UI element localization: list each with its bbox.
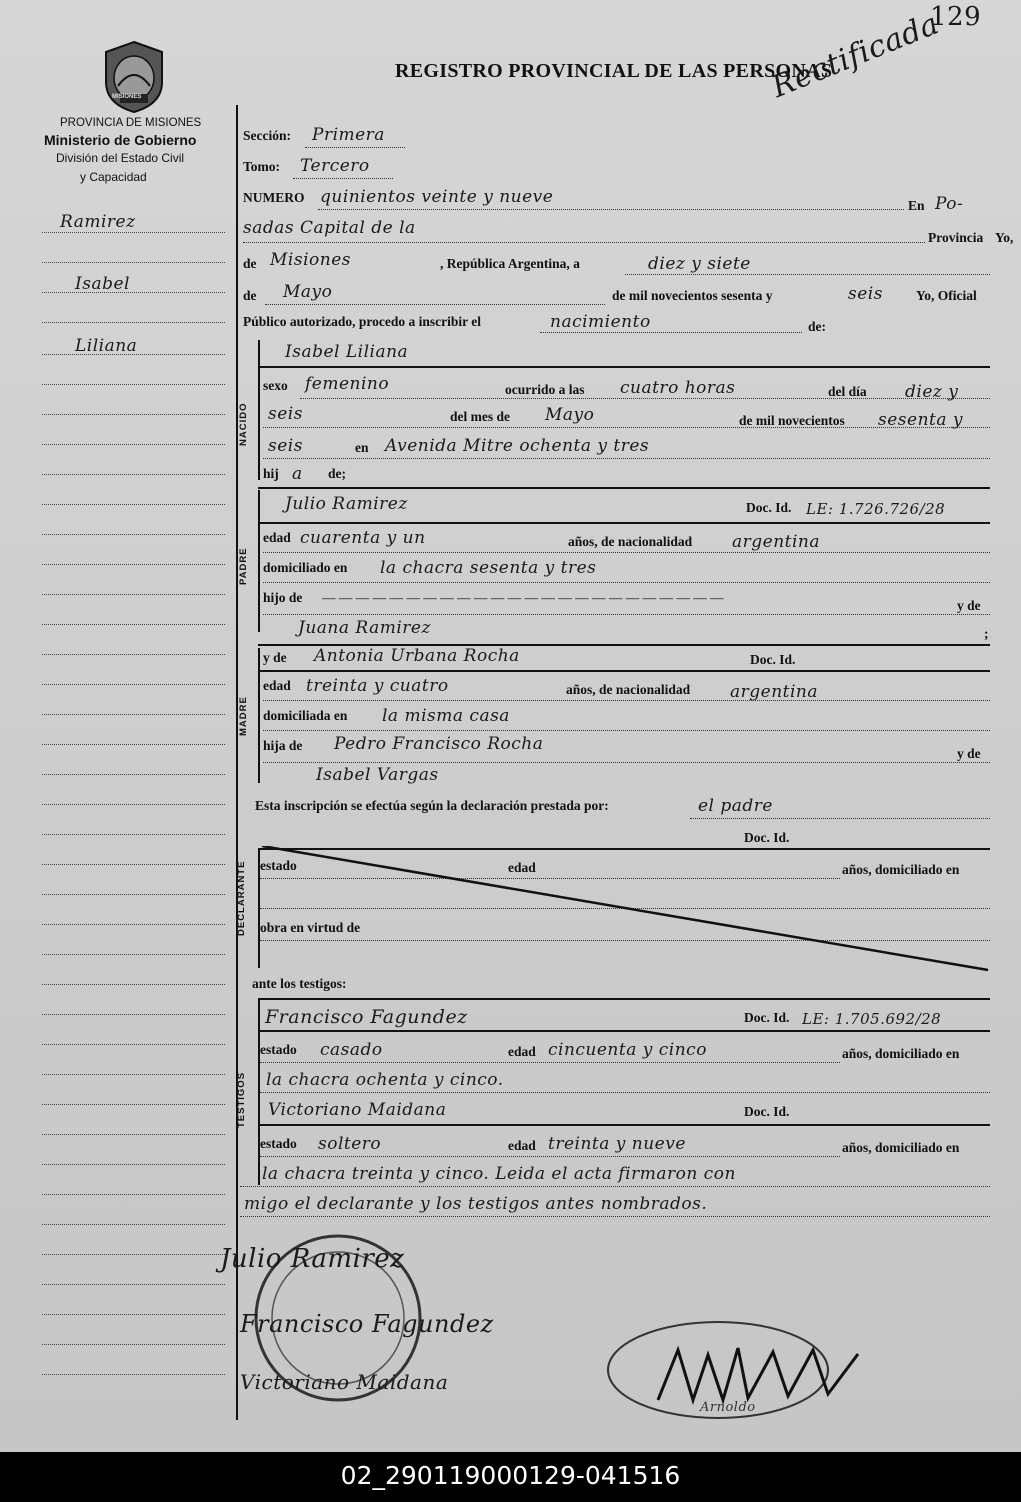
numero-value: quinientos veinte y nueve (320, 187, 554, 207)
declaracion-value: el padre (698, 796, 773, 816)
testigo2-doc-label: Doc. Id. (744, 1104, 790, 1119)
margin-surname: Ramirez (60, 212, 136, 232)
padre-yde-label: y de (957, 598, 981, 613)
testigo1-estado-value: casado (320, 1040, 383, 1060)
madre-section-label: MADRE (238, 696, 249, 736)
testigo1-dom-value: la chacra ochenta y cinco. (266, 1070, 504, 1090)
padre-doc-label: Doc. Id. (746, 500, 792, 515)
madre-edad-value: treinta y cuatro (306, 676, 449, 696)
margin-second-name: Liliana (75, 336, 138, 356)
madre-doc-label: Doc. Id. (750, 652, 796, 667)
division-label-2: y Capacidad (80, 170, 147, 184)
de-label: de (243, 256, 257, 271)
page-title: REGISTRO PROVINCIAL DE LAS PERSONAS (395, 60, 833, 82)
padre-nac-label: años, de nacionalidad (568, 534, 693, 549)
padre-hijo-value: — — — — — — — — — — — — — — — — — — — — — — — — (322, 590, 724, 605)
madre-rule (258, 648, 260, 783)
oficial-name: Arnoldo (700, 1400, 756, 1415)
madre-hija-label: hija de (263, 738, 303, 753)
nacido-rule (258, 340, 260, 480)
province-label: PROVINCIA DE MISIONES (60, 117, 202, 129)
en-label: En (908, 198, 925, 213)
division-label: División del Estado Civil (56, 151, 185, 165)
testigo1-doc-value: LE: 1.705.692/28 (802, 1010, 942, 1028)
mes-value: Mayo (283, 282, 333, 302)
nacido-section-label: NACIDO (238, 402, 249, 446)
testigo2-estado-value: soltero (318, 1134, 382, 1154)
de-label-2: de; (328, 466, 346, 481)
testigos-section-label: TESTIGOS (236, 1071, 247, 1128)
padre-edad-label: edad (263, 530, 291, 545)
hora-value: cuatro horas (620, 378, 736, 398)
padre-edad-value: cuarenta y un (300, 528, 426, 548)
en-value: Po- (935, 194, 964, 214)
lugar-value: Avenida Mitre ochenta y tres (385, 436, 650, 456)
tomo-value: Tercero (300, 156, 370, 176)
hijo-label: hij (263, 466, 279, 481)
anio-value: seis (848, 284, 883, 304)
sexo-value: femenino (305, 374, 390, 394)
republica-label: , República Argentina, a (440, 256, 580, 271)
testigo1-estado-label: estado (260, 1042, 297, 1057)
testigo2-estado-label: estado (260, 1136, 297, 1151)
padre-hijo-label: hijo de (263, 590, 303, 605)
madre-hija-value: Pedro Francisco Rocha (334, 734, 544, 754)
en-label-2: en (355, 440, 369, 455)
ocurrido-label: ocurrido a las (505, 382, 585, 397)
dia-label: del día (828, 384, 867, 399)
place-value: sadas Capital de la (243, 218, 416, 238)
madre-dom-value: la misma casa (382, 706, 510, 726)
ministry-label: Ministerio de Gobierno (44, 132, 197, 148)
madre-yde2-label: y de (957, 746, 981, 761)
dia-value: diez y (905, 382, 959, 402)
seccion-label: Sección: (243, 128, 291, 143)
oficial-label: Yo, Oficial (916, 288, 977, 303)
firma-padre: Julio Ramirez (220, 1244, 405, 1274)
madre-nac-label: años, de nacionalidad (566, 682, 691, 697)
padre-doc-value: LE: 1.726.726/28 (806, 500, 946, 518)
madre-madre-value: Isabel Vargas (316, 765, 439, 785)
testigo2-dom-value: la chacra treinta y cinco. Leida el acta firmaron con (262, 1164, 736, 1184)
declarante-estado-label: estado (260, 858, 297, 873)
fecha-value: diez y siete (648, 254, 751, 274)
padre-section-label: PADRE (238, 547, 249, 585)
madre-nac-value: argentina (730, 682, 819, 702)
sexo-label: sexo (263, 378, 288, 393)
nacido-mes-value: Mayo (545, 405, 595, 425)
madre-nombre: Antonia Urbana Rocha (314, 646, 520, 666)
padre-nombre: Julio Ramirez (285, 494, 408, 514)
madre-yde-label: y de (263, 650, 287, 665)
anio-label: de mil novecientos sesenta y (612, 288, 773, 303)
madre-edad-label: edad (263, 678, 291, 693)
testigo2-edad-label: edad (508, 1138, 536, 1153)
hijo-suffix: a (292, 464, 303, 484)
publico-label: Público autorizado, procedo a inscribir el (243, 314, 481, 329)
testigo1-doc-label: Doc. Id. (744, 1010, 790, 1025)
padre-rule (258, 490, 260, 632)
padre-madre-value: Juana Ramirez (298, 618, 431, 638)
declarante-anios-label: años, domiciliado en (842, 862, 960, 877)
testigo1-anios-label: años, domiciliado en (842, 1046, 960, 1061)
padre-semicolon: ; (984, 626, 989, 641)
provincial-seal-icon (98, 38, 170, 114)
testigo1-edad-label: edad (508, 1044, 536, 1059)
nacido-anio-value-2: seis (268, 436, 303, 456)
padre-nac-value: argentina (732, 532, 821, 552)
testigos-intro-label: ante los testigos: (252, 976, 347, 991)
testigo1-nombre: Francisco Fagundez (265, 1006, 468, 1028)
rectificada-stamp: Rectificada (766, 6, 944, 106)
testigo2-edad-value: treinta y nueve (548, 1134, 686, 1154)
padre-dom-label: domiciliado en (263, 560, 348, 575)
scan-id-footer: 02_290119000129-041516 (0, 1452, 1021, 1502)
oficial-signature-icon (598, 1310, 958, 1430)
seccion-value: Primera (312, 125, 385, 145)
declarante-edad-label: edad (508, 860, 536, 875)
declarante-section-label: DECLARANTE (236, 860, 247, 936)
testigo1-edad-value: cincuenta y cinco (548, 1040, 707, 1060)
de2-label: de (243, 288, 257, 303)
provincia-value: Misiones (270, 250, 351, 270)
mes-label: del mes de (450, 409, 510, 424)
padre-dom-value: la chacra sesenta y tres (380, 558, 597, 578)
nacido-nombre: Isabel Liliana (285, 342, 409, 362)
tomo-label: Tomo: (243, 159, 281, 174)
declarante-strike-line (262, 846, 990, 972)
nacido-anio-value: sesenta y (878, 410, 963, 430)
folio-number: 129 (930, 2, 982, 32)
provincia-trail: Yo, (995, 230, 1014, 245)
main-left-rule (236, 105, 238, 1420)
numero-label: NUMERO (243, 190, 305, 205)
declarante-obra-label: obra en virtud de (260, 920, 361, 935)
acto-value: nacimiento (550, 312, 651, 332)
testigo2-anios-label: años, domiciliado en (842, 1140, 960, 1155)
testigo2-nombre: Victoriano Maidana (268, 1100, 447, 1120)
firma-testigo-1: Francisco Fagundez (240, 1310, 494, 1338)
de3-label: de: (808, 319, 826, 334)
seal-label: MISIONES (112, 94, 142, 100)
firma-testigo-2: Victoriano Maidana (240, 1370, 449, 1394)
anio-label-2: de mil novecientos (739, 413, 845, 428)
margin-first-name: Isabel (75, 274, 130, 294)
dia-value-2: seis (268, 404, 303, 424)
madre-dom-label: domiciliada en (263, 708, 348, 723)
declaracion-label: Esta inscripción se efectúa según la declaración prestada por: (255, 798, 609, 813)
cierre-text: migo el declarante y los testigos antes nombrados. (244, 1194, 708, 1214)
declarante-doc-label: Doc. Id. (744, 830, 790, 845)
provincia-label: Provincia (928, 230, 984, 245)
